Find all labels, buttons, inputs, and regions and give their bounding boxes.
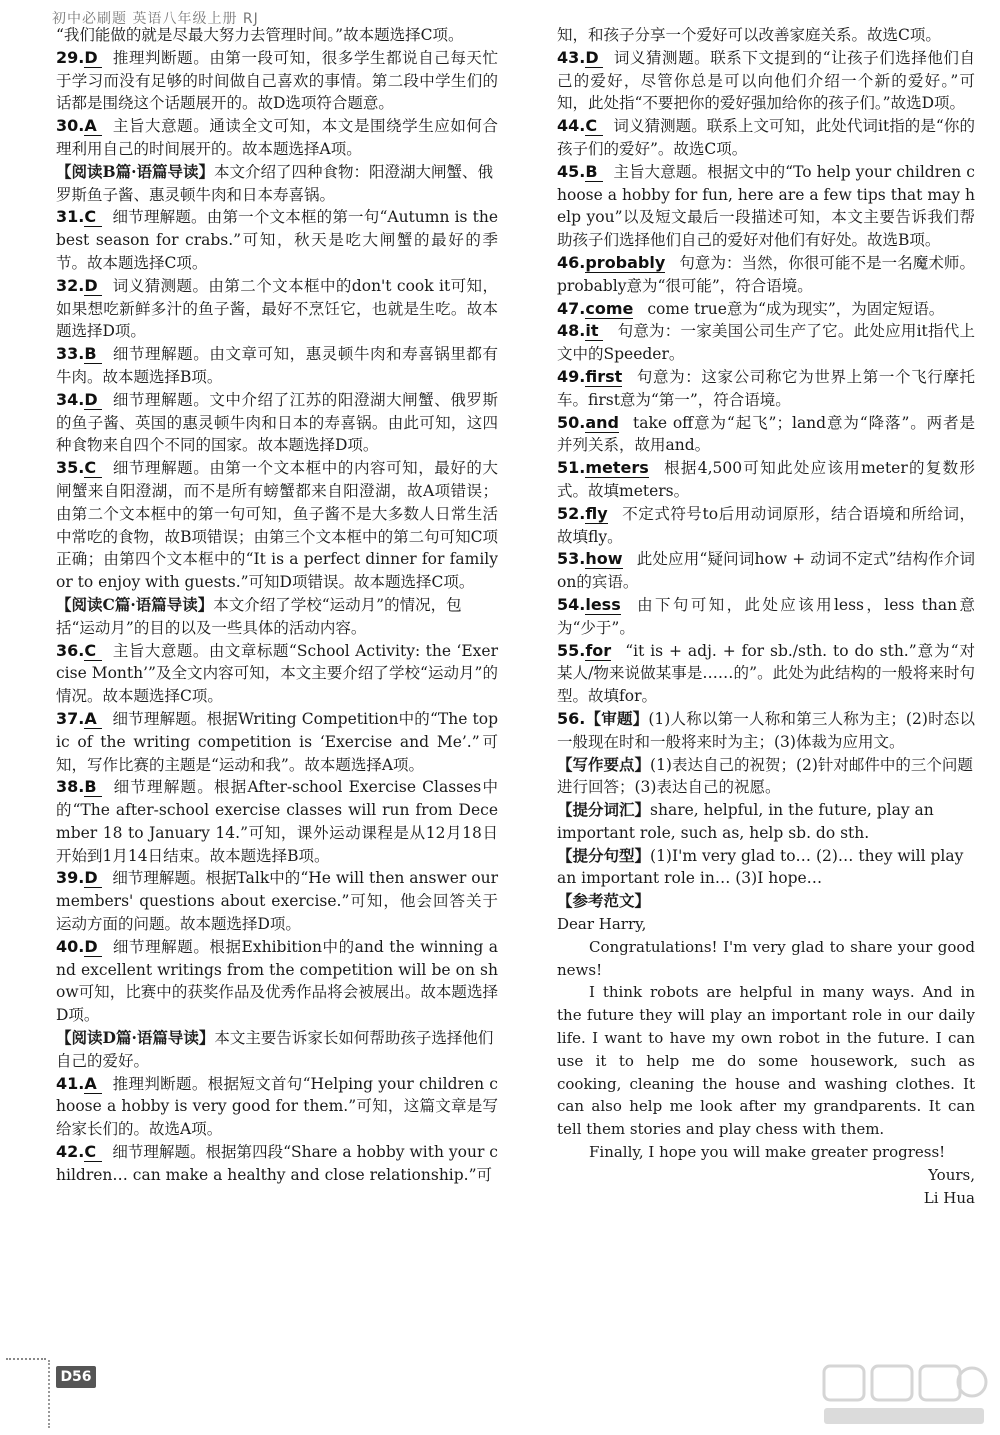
explanation-text: 细节理解题。根据Talk中的“He will then answer our members' questions about exercise.”可知，他会回答关于运动方面的问题。故本题选择D项。 <box>56 869 498 934</box>
answer-key: less <box>585 594 621 614</box>
question-number: 37. <box>56 708 85 728</box>
essay-paragraph: I think robots are helpful in many ways. And in the future they will play an important role in our daily life. I want to have my own robot in the future. I can use it to help me do some housework, such as cooking, cleaning the house and washing clothes. It can also help me look after my grandparents. It can tell them stories and play chess with them. <box>557 983 975 1139</box>
answer-item <box>56 389 498 457</box>
answer-item <box>56 115 498 161</box>
question-number: 34. <box>56 389 85 409</box>
section-intro <box>56 594 498 640</box>
answer-key: meters <box>585 458 649 478</box>
answer-key: D <box>585 49 603 68</box>
explanation-text: 词义猜测题。由第二个文本框中的don't cook it可知，如果想吃新鲜多汁的鱼子酱，最好不烹饪它，也就是生吃。故本题选择D项。 <box>56 276 498 341</box>
answer-key: C <box>84 208 102 227</box>
explanation-text: “it is + adj. + for sb./sth. to do sth.”意为“对某人/物来说做某事是……的”。此处为此结构的一般将来时句型。故填for。 <box>557 641 975 706</box>
answer-item <box>56 457 498 594</box>
question-number: 53. <box>557 549 586 569</box>
answer-key: B <box>84 345 102 364</box>
fill-in-item <box>557 548 975 594</box>
answer-key: come <box>585 298 634 318</box>
fill-in-item <box>557 252 975 298</box>
answer-key: A <box>84 117 102 136</box>
explanation-text: 句意为：当然，你很可能不是一名魔术师。probably意为“很可能”，符合语境。 <box>557 253 975 295</box>
fill-in-item <box>557 594 975 640</box>
section-tag: 【提分词汇】 <box>557 800 651 820</box>
answer-item <box>56 867 498 935</box>
page-number: D56 <box>56 1366 96 1388</box>
answer-key: D <box>84 49 102 68</box>
fill-in-item <box>557 503 975 549</box>
answer-key: A <box>84 710 102 729</box>
explanation-text: 细节理解题。由第一个文本框的第一句“Autumn is the best season for crabs.”可知，秋天是吃大闸蟹的最好的季节。故本题选择C项。 <box>56 208 498 272</box>
explanation-text: 细节理解题。根据Exhibition中的and the winning and excellent writings from the competition will be on show可知，比赛中的获奖作品及优秀作品将会被展出。故本题选择D项。 <box>56 937 498 1025</box>
answer-item <box>557 115 975 161</box>
answer-key: C <box>84 642 102 661</box>
answer-item <box>56 936 498 1027</box>
answer-key: C <box>84 459 102 478</box>
essay-paragraph: Finally, I hope you will make greater progress! <box>589 1143 946 1162</box>
continued-text: 知，和孩子分享一个爱好可以改善家庭关系。故选C项。 <box>557 26 941 44</box>
question-number: 56. <box>557 708 586 728</box>
question-number: 48. <box>557 321 586 341</box>
section-intro <box>557 799 975 845</box>
answer-key: and <box>585 412 619 432</box>
writing-item <box>557 708 975 754</box>
answer-key: D <box>84 938 102 957</box>
question-number: 52. <box>557 503 586 523</box>
explanation-text: 细节理解题。由文章可知，惠灵顿牛肉和寿喜锅里都有牛肉。故本题选择B项。 <box>56 345 498 386</box>
answer-item <box>557 161 975 252</box>
answer-item <box>56 343 498 389</box>
section-tag: 【写作要点】 <box>557 754 651 774</box>
section-tag: 【阅读B篇·语篇导读】 <box>56 161 214 181</box>
watermark-logo <box>820 1360 990 1430</box>
question-number: 31. <box>56 207 85 227</box>
answer-key: C <box>585 117 603 136</box>
continued-text: “我们能做的就是尽最大努力去管理时间。”故本题选择C项。 <box>56 26 464 44</box>
answer-item <box>56 1141 498 1187</box>
fill-in-item <box>557 320 975 366</box>
section-intro <box>557 754 975 800</box>
essay-salutation: Dear Harry, <box>557 915 647 934</box>
answer-item <box>56 47 498 115</box>
intro-text: 本文介绍了四种食物：阳澄湖大闸蟹、俄罗斯鱼子酱、惠灵顿牛肉和日本寿喜锅。 <box>56 162 494 204</box>
explanation-text: 主旨大意题。通读全文可知，本文是围绕学生应如何合理利用自己的时间展开的。故本题选择A项。 <box>56 117 498 158</box>
question-number: 55. <box>557 640 586 660</box>
question-number: 50. <box>557 412 586 432</box>
intro-text: share, helpful, in the future, play an important role, such as, help sb. do sth. <box>557 801 934 842</box>
explanation-text: 词义猜测题。联系上文可知，此处代词it指的是“你的孩子们的爱好”。故选C项。 <box>557 117 975 158</box>
explanation-text: (1)人称以第一人称和第三人称为主；(2)时态以一般现在时和一般将来时为主；(3)体裁为应用文。 <box>557 709 975 751</box>
answer-key: C <box>84 1143 102 1162</box>
essay-signature: Yours, <box>928 1165 975 1184</box>
explanation-text: 不定式符号to后用动词原形，结合语境和所给词，故填fly。 <box>557 504 975 546</box>
section-tag: 【阅读D篇·语篇导读】 <box>56 1028 215 1048</box>
explanation-text: 主旨大意题。根据文中的“To help your children choose a hobby for fun, here are a few tips that may help you”以及短文最后一段描述可知，本文主要告诉我们帮助孩子们选择他们自己的爱好对他们有好处。故选B项。 <box>557 162 975 250</box>
question-number: 47. <box>557 298 586 318</box>
answer-item <box>56 206 498 274</box>
question-number: 45. <box>557 161 586 181</box>
intro-text: 本文介绍了学校“运动月”的情况，包括“运动月”的目的以及一些具体的活动内容。 <box>56 595 462 637</box>
answer-key: fly <box>585 503 608 523</box>
right-column <box>557 24 975 1209</box>
answer-key: how <box>585 549 623 569</box>
answer-key: D <box>84 391 102 410</box>
question-number: 35. <box>56 458 85 478</box>
explanation-text: 此处应用“疑问词how + 动词不定式”结构作介词on的宾语。 <box>557 550 975 592</box>
answer-key: probably <box>585 252 666 272</box>
explanation-text: come true意为“成为现实”，为固定短语。 <box>647 299 945 318</box>
intro-text: (1)表达自己的祝贺；(2)针对邮件中的三个问题进行回答；(3)表达自己的祝愿。 <box>557 755 973 797</box>
section-tag: 【提分句型】 <box>557 845 651 865</box>
answer-key: for <box>585 640 612 660</box>
essay-signature: Li Hua <box>923 1188 975 1207</box>
answer-key: A <box>84 1075 102 1094</box>
answer-item <box>56 1073 498 1141</box>
question-number: 30. <box>56 116 85 136</box>
answer-item <box>557 47 975 115</box>
footer-dotted-line <box>48 1360 50 1428</box>
question-number: 32. <box>56 275 85 295</box>
question-number: 33. <box>56 344 85 364</box>
answer-key: it <box>585 322 603 341</box>
question-number: 46. <box>557 252 586 272</box>
question-number: 54. <box>557 594 586 614</box>
answer-key: B <box>585 163 603 182</box>
fill-in-item <box>557 366 975 412</box>
explanation-text: 细节理解题。根据第四段“Share a hobby with your children… can make a healthy and close relationship.”可 <box>56 1143 498 1184</box>
question-number: 51. <box>557 458 586 478</box>
question-number: 42. <box>56 1142 85 1162</box>
intro-text: (1)I'm very glad to… (2)… they will play an important role in… (3)I hope… <box>557 846 964 888</box>
answer-item <box>56 708 498 776</box>
question-number: 43. <box>557 47 586 67</box>
intro-text: 本文主要告诉家长如何帮助孩子选择他们自己的爱好。 <box>56 1029 494 1070</box>
section-intro <box>56 1027 498 1073</box>
fill-in-item <box>557 640 975 708</box>
question-number: 39. <box>56 868 85 888</box>
explanation-text: take off意为“起飞”；land意为“降落”。两者是并列关系，故用and。 <box>557 413 975 455</box>
running-header: 初中必刷题 英语八年级上册 RJ <box>52 11 259 27</box>
answer-item <box>56 275 498 343</box>
explanation-text: 句意为：一家美国公司生产了它。此处应用it指代上文中的Speeder。 <box>557 322 975 364</box>
explanation-text: 推理判断题。根据短文首句“Helping your children choose a hobby is very good for them.”可知，这篇文章是写给家长们的。故选A项。 <box>56 1074 498 1139</box>
explanation-text: 细节理解题。文中介绍了江苏的阳澄湖大闸蟹、俄罗斯的鱼子酱、英国的惠灵顿牛肉和日本的寿喜锅。由此可知，这四种食物来自四个不同的国家。故本题选择D项。 <box>56 390 498 455</box>
essay-paragraph: Congratulations! I'm very glad to share your good news! <box>557 937 975 979</box>
section-intro <box>557 890 975 913</box>
left-column <box>56 24 498 1187</box>
explanation-text: 细节理解题。由第一个文本框中的内容可知，最好的大闸蟹来自阳澄湖，而不是所有螃蟹都来自阳澄湖，故A项错误；由第二个文本框中的第一句可知，鱼子酱不是大多数人日常生活中常吃的食物，故B项错误；由第三个文本框中的第二句可知C项正确；由第四个文本框中的“It is a perfect dinner for family or to enjoy with guests.”可知D项错误。故本题选择C项。 <box>56 459 498 592</box>
question-number: 38. <box>56 777 85 797</box>
fill-in-item <box>557 457 975 503</box>
answer-key: first <box>585 366 623 386</box>
section-tag: 【审题】 <box>585 708 649 728</box>
answer-item <box>56 776 498 867</box>
question-number: 41. <box>56 1073 85 1093</box>
question-number: 29. <box>56 47 85 67</box>
question-number: 44. <box>557 116 586 136</box>
explanation-text: 主旨大意题。由文章标题“School Activity: the ‘Exercise Month’”及全文内容可知，本文主要介绍了学校“运动月”的情况。故本题选择C项。 <box>56 641 498 706</box>
answer-key: D <box>84 277 102 296</box>
section-tag: 【阅读C篇·语篇导读】 <box>56 594 214 614</box>
answer-item <box>56 640 498 708</box>
explanation-text: 细节理解题。根据Writing Competition中的“The topic of the writing competition is ‘Exercise and Me’.”可知，写作比赛的主题是“运动和我”。故本题选择A项。 <box>56 709 498 774</box>
section-tag: 【参考范文】 <box>557 891 651 911</box>
answer-key: D <box>84 869 102 888</box>
fill-in-item <box>557 412 975 458</box>
answer-key: B <box>84 778 102 797</box>
explanation-text: 词义猜测题。联系下文提到的“让孩子们选择他们自己的爱好，尽管你总是可以向他们介绍一个新的爱好。”可知，此处指“不要把你的爱好强加给你的孩子们。”故选D项。 <box>557 48 975 113</box>
footer-dots <box>6 1358 46 1366</box>
question-number: 49. <box>557 366 586 386</box>
fill-in-item <box>557 298 975 321</box>
question-number: 40. <box>56 936 85 956</box>
explanation-text: 根据4,500可知此处应该用meter的复数形式。故填meters。 <box>557 459 975 500</box>
section-intro <box>557 845 975 891</box>
section-intro <box>56 161 498 207</box>
explanation-text: 由下句可知，此处应该用less，less than意为“少于”。 <box>557 595 975 637</box>
question-number: 36. <box>56 640 85 660</box>
explanation-text: 细节理解题。根据After-school Exercise Classes中的“The after-school exercise classes will run from December 18 to January 14.”可知，课外运动课程是从12月18日开始到1月14日结束。故本题选择B项。 <box>56 778 498 865</box>
explanation-text: 推理判断题。由第一段可知，很多学生都说自己每天忙于学习而没有足够的时间做自己喜欢的事情。第二段中学生们的话都是围绕这个话题展开的。故D选项符合题意。 <box>56 48 498 113</box>
explanation-text: 句意为：这家公司称它为世界上第一个飞行摩托车。first意为“第一”，符合语境。 <box>557 367 975 409</box>
